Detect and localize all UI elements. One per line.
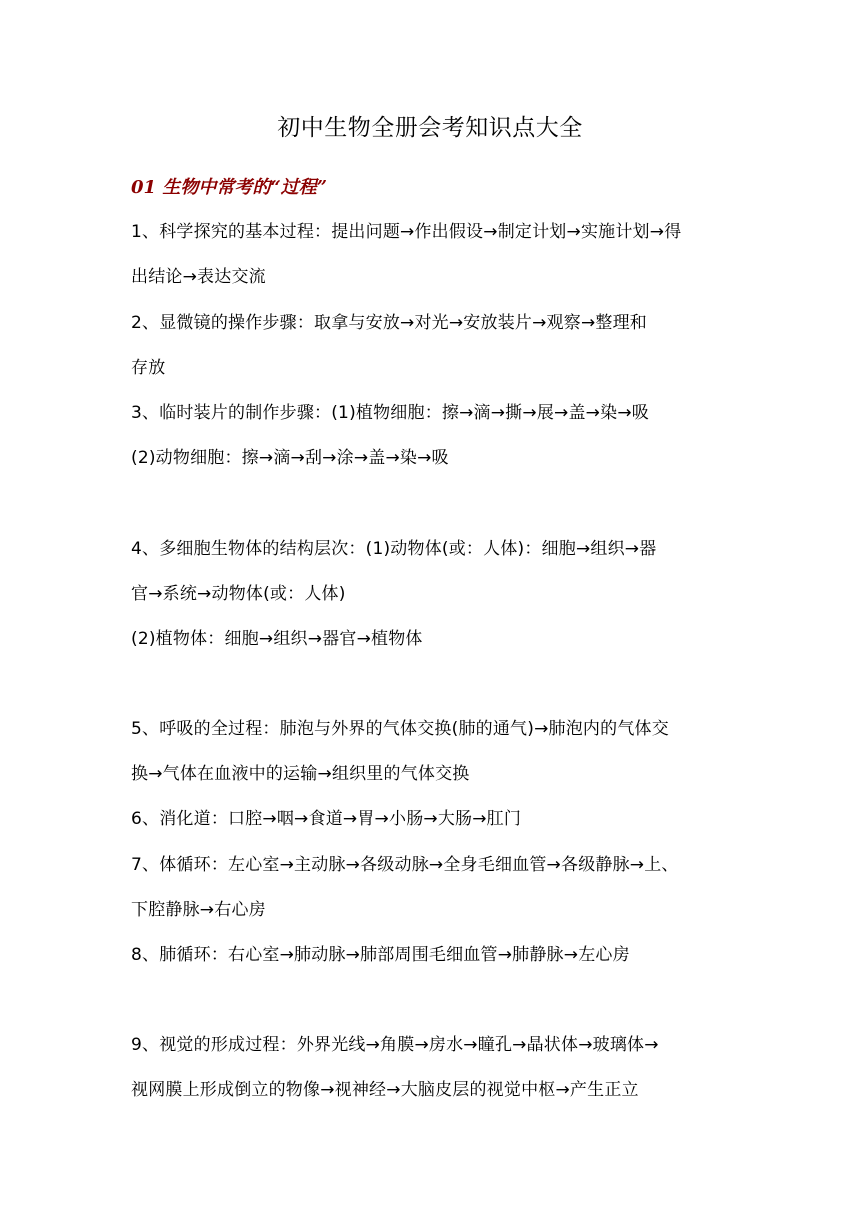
text-line: 下腔静脉→右心房 [131, 900, 266, 920]
text-line: 换→气体在血液中的运输→组织里的气体交换 [131, 764, 470, 784]
section-heading: 01 生物中常考的“过程” [131, 177, 328, 198]
text-line: 视网膜上形成倒立的物像→视神经→大脑皮层的视觉中枢→产生正立 [131, 1080, 639, 1100]
page-title: 初中生物全册会考知识点大全 [277, 115, 583, 141]
text-line: 9、视觉的形成过程：外界光线→角膜→房水→瞳孔→晶状体→玻璃体→ [131, 1035, 659, 1055]
text-line: 5、呼吸的全过程：肺泡与外界的气体交换(肺的通气)→肺泡内的气体交 [131, 719, 669, 739]
text-line: 官→系统→动物体(或：人体) [131, 584, 346, 604]
text-line: 7、体循环：左心室→主动脉→各级动脉→全身毛细血管→各级静脉→上、 [131, 855, 679, 875]
text-line: (2)动物细胞：擦→滴→刮→涂→盖→染→吸 [131, 448, 449, 468]
text-line: 出结论→表达交流 [131, 267, 266, 287]
text-line: 2、显微镜的操作步骤：取拿与安放→对光→安放装片→观察→整理和 [131, 313, 647, 333]
text-line: (2)植物体：细胞→组织→器官→植物体 [131, 629, 423, 649]
text-line: 存放 [131, 358, 166, 378]
text-line: 6、消化道：口腔→咽→食道→胃→小肠→大肠→肛门 [131, 809, 522, 829]
text-line: 8、肺循环：右心室→肺动脉→肺部周围毛细血管→肺静脉→左心房 [131, 945, 630, 965]
text-line: 1、科学探究的基本过程：提出问题→作出假设→制定计划→实施计划→得 [131, 222, 682, 242]
text-line: 3、临时装片的制作步骤：(1)植物细胞：擦→滴→撕→展→盖→染→吸 [131, 403, 649, 423]
text-line: 4、多细胞生物体的结构层次：(1)动物体(或：人体)：细胞→组织→器 [131, 539, 657, 559]
